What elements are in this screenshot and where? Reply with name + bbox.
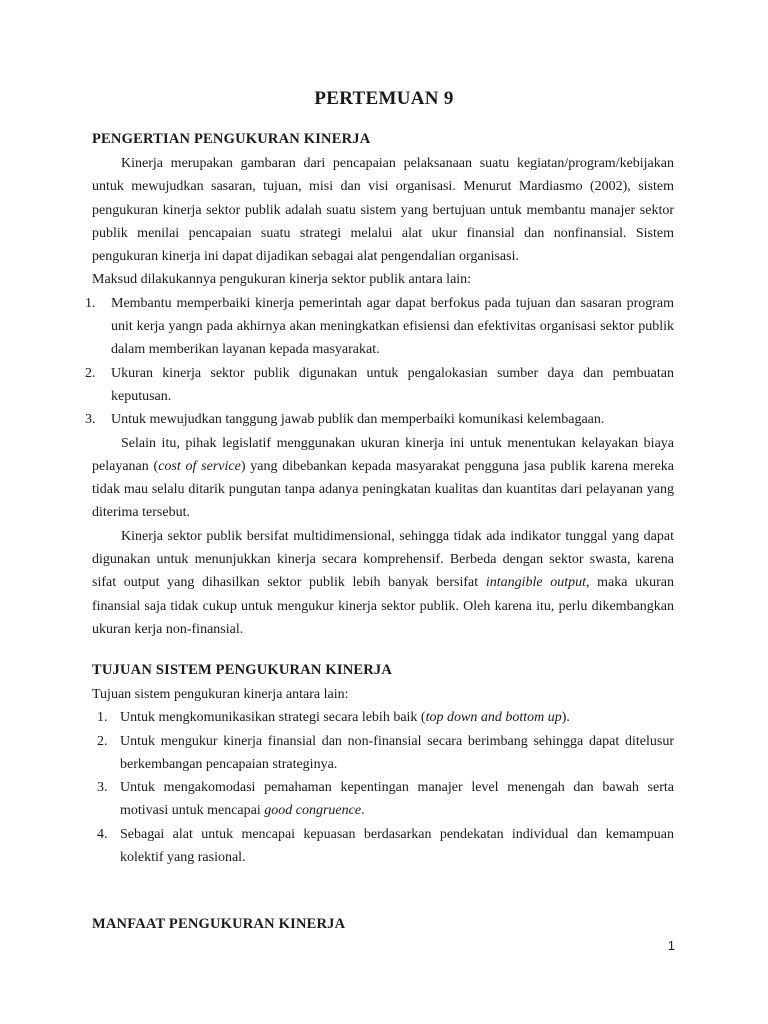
- paragraph: Selain itu, pihak legislatif menggunakan ukuran kinerja ini untuk menentukan kelayakan biaya pelayanan (cost of service) yang dibebankan kepada masyarakat pengguna jasa publik karena mereka tidak mau selalu ditarik pungutan tanpa adanya peningkatan kualitas dan kuantitas dari pelayanan yang diterima tersebut.: [92, 435, 674, 521]
- section-body-pengertian: [85, 152, 674, 641]
- page-title: PERTEMUAN 9: [314, 88, 454, 109]
- list-item: 3. Untuk mengakomodasi pemahaman kepentingan manajer level menengah dan bawah serta motivasi untuk mencapai good congruence.: [97, 780, 674, 819]
- page-number: 1: [667, 938, 675, 953]
- paragraph: Kinerja sektor publik bersifat multidimensional, sehingga tidak ada indikator tunggal yang dapat digunakan untuk menunjukkan kinerja secara komprehensif. Berbeda dengan sektor swasta, karena sifat output yang dihasilkan sektor publik lebih banyak bersifat intangible output, maka ukuran finansial saja tidak cukup untuk mengukur kinerja sektor publik. Oleh karena itu, perlu dikembangkan ukuran kerja non-finansial.: [92, 528, 674, 637]
- list-item: 1. Membantu memperbaiki kinerja pemerintah agar dapat berfokus pada tujuan dan sasaran program unit kerja yangn pada akhirnya akan meningkatkan efisiensi dan efektivitas organisasi sektor publik dalam memberikan layanan kepada masyarakat.: [85, 295, 674, 358]
- list-item: 2. Ukuran kinerja sektor publik digunakan untuk pengalokasian sumber daya dan pembuatan keputusan.: [85, 365, 674, 404]
- list-intro: Tujuan sistem pengukuran kinerja antara lain:: [92, 687, 349, 702]
- list-intro: Maksud dilakukannya pengukuran kinerja sektor publik antara lain:: [92, 272, 472, 288]
- section-heading-tujuan: TUJUAN SISTEM PENGUKURAN KINERJA: [92, 662, 393, 678]
- paragraph: Kinerja merupakan gambaran dari pencapaian pelaksanaan suatu kegiatan/program/kebijakan untuk mewujudkan sasaran, tujuan, misi dan visi organisasi. Menurut Mardiasmo (2002), sistem pengukuran kinerja sektor publik adalah suatu sistem yang bertujuan untuk membantu manajer sektor publik menilai pencapaian suatu strategi melalui alat ukur finansial dan nonfinansial. Sistem pengukuran kinerja ini dapat dijadikan sebagai alat pengendalian organisasi.: [92, 156, 674, 265]
- list-item: 1. Untuk mengkomunikasikan strategi secara lebih baik (top down and bottom up).: [97, 710, 570, 726]
- section-heading-pengertian: PENGERTIAN PENGUKURAN KINERJA: [92, 131, 371, 147]
- section-heading-manfaat: MANFAAT PENGUKURAN KINERJA: [92, 916, 346, 932]
- list-item: 2. Untuk mengukur kinerja finansial dan non-finansial secara berimbang sehingga dapat ditelusur berkembangan pencapaian strateginya.: [97, 733, 674, 772]
- numbered-list: [85, 292, 674, 432]
- section-body-tujuan: [92, 683, 674, 869]
- list-item: 3. Untuk mewujudkan tanggung jawab publik dan memperbaiki komunikasi kelembagaan.: [85, 412, 605, 428]
- list-item: 4. Sebagai alat untuk mencapai kepuasan berdasarkan pendekatan individual dan kemampuan kolektif yang rasional.: [97, 826, 674, 866]
- numbered-list: [92, 706, 674, 869]
